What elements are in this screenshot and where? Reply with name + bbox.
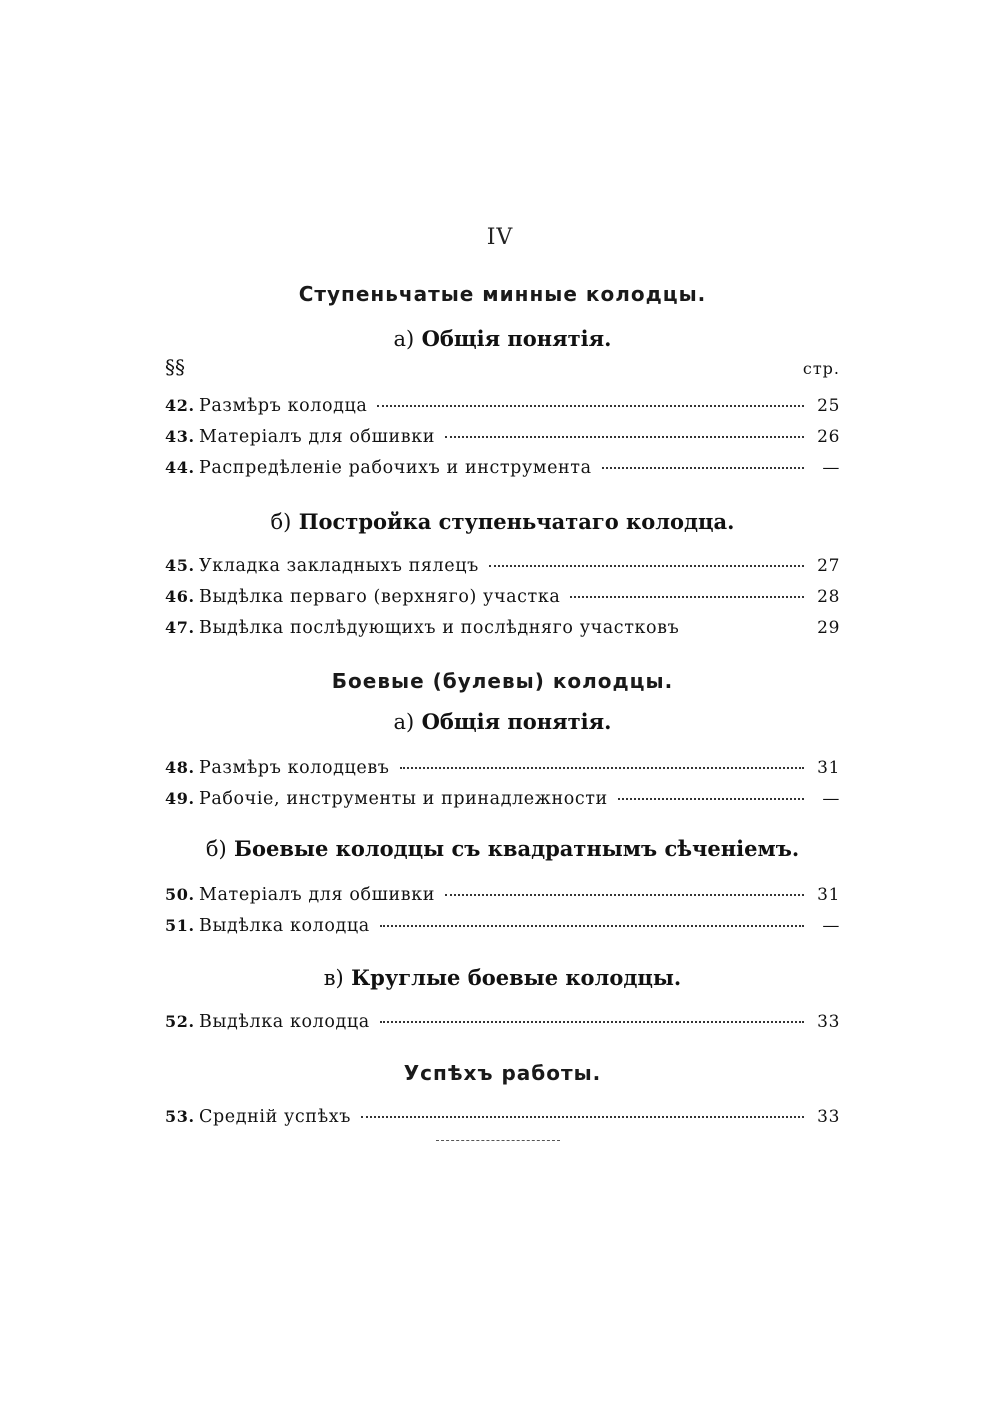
entry-page: — [822,789,840,809]
section-heading: Ступеньчатые минные колодцы. [298,282,707,306]
entry-title: Выдѣлка колодца [199,1012,370,1032]
page-column-header: стр. [802,359,840,378]
subsection-heading [165,965,840,990]
dot-leader [400,766,804,769]
subsection-title: Общія понятія. [421,326,612,351]
toc-entry [165,752,840,783]
entry-number: 49. [165,789,195,808]
section-heading: Успѣхъ работы. [403,1061,602,1085]
toc-entry [165,452,840,483]
dot-leader [602,466,804,469]
entry-page: 29 [817,618,840,638]
subsection-letter: в) [323,966,344,990]
entry-number: 46. [165,587,195,606]
toc-entry [165,910,840,941]
entry-page: 27 [817,556,840,576]
entry-title: Матеріалъ для обшивки [199,427,435,447]
subsection-letter: а) [393,710,415,734]
entry-page: — [822,458,840,478]
entry-title: Матеріалъ для обшивки [199,885,435,905]
subsection-heading [165,709,840,734]
entry-page: 26 [817,427,840,447]
toc-entry [165,612,840,643]
dot-leader [445,435,804,438]
entry-page: 33 [817,1107,840,1127]
entry-title: Рабочіе, инструменты и принадлежности [199,789,608,809]
entry-number: 44. [165,458,195,477]
subsection-heading [165,326,840,351]
entry-title: Размѣръ колодца [199,396,368,416]
dot-leader [377,404,804,407]
entry-page: 31 [817,758,840,778]
subsection-title: Боевые колодцы съ квадратнымъ сѣченіемъ. [234,836,800,861]
entry-title: Выдѣлка послѣдующихъ и послѣдняго участковъ [199,618,680,638]
entry-number: 50. [165,885,195,904]
entry-number: 52. [165,1012,195,1031]
dot-leader [361,1115,804,1118]
entry-number: 53. [165,1107,195,1126]
entry-number: 42. [165,396,195,415]
entry-title: Размѣръ колодцевъ [199,758,390,778]
dot-leader [570,595,804,598]
dot-leader [618,797,804,800]
column-headers [165,355,840,379]
entry-number: 43. [165,427,195,446]
toc-entry [165,783,840,814]
toc-entry [165,879,840,910]
dot-leader [689,628,804,629]
entry-title: Выдѣлка колодца [199,916,370,936]
subsection-letter: а) [393,327,415,351]
toc-entry [165,581,840,612]
subsection-heading [165,509,840,534]
entry-number: 48. [165,758,195,777]
subsection-title: Общія понятія. [421,709,612,734]
entry-number: 51. [165,916,195,935]
toc-entry [165,1101,840,1132]
entry-page: 25 [817,396,840,416]
end-rule [436,1140,560,1141]
dot-leader [445,893,804,896]
page-number: IV [486,225,514,250]
section-heading: Боевые (булевы) колодцы. [331,669,674,693]
toc-entry [165,1006,840,1037]
entry-number: 45. [165,556,195,575]
entry-title: Укладка закладныхъ пялецъ [199,556,479,576]
entry-page: 33 [817,1012,840,1032]
entry-page: 31 [817,885,840,905]
subsection-letter: б) [205,837,227,861]
entry-page: — [822,916,840,936]
entry-page: 28 [817,587,840,607]
entry-title: Распредѣленіе рабочихъ и инструмента [199,458,592,478]
toc-entry [165,550,840,581]
dot-leader [489,564,804,567]
subsection-letter: б) [270,510,292,534]
dot-leader [380,1020,804,1023]
toc-entry [165,421,840,452]
entry-number: 47. [165,618,195,637]
section-column-header: §§ [165,355,185,379]
subsection-title: Постройка ступеньчатаго колодца. [298,509,735,534]
toc-entry [165,390,840,421]
entry-title: Средній успѣхъ [199,1107,351,1127]
subsection-heading [165,836,840,861]
entry-title: Выдѣлка перваго (верхняго) участка [199,587,561,607]
dot-leader [380,924,804,927]
subsection-title: Круглые боевые колодцы. [351,965,682,990]
table-of-contents [165,282,840,1132]
